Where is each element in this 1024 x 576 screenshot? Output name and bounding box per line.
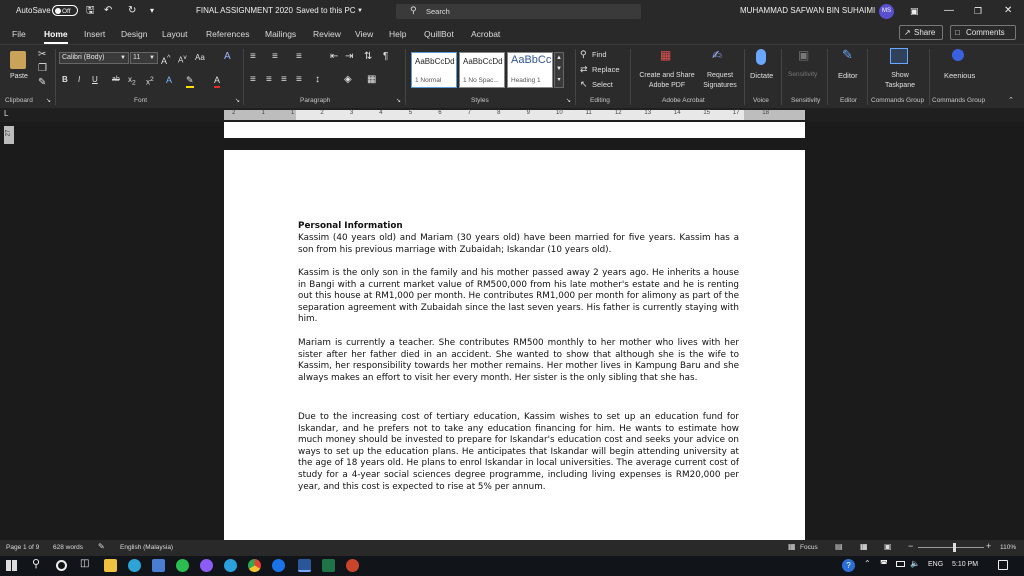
notifications-icon[interactable] <box>998 560 1008 570</box>
strikethrough-icon[interactable]: ab <box>112 76 120 83</box>
underline-icon[interactable]: U <box>92 75 98 84</box>
style-sample: AaBbCcDd <box>415 57 455 66</box>
excel-taskbar-icon[interactable] <box>322 559 335 572</box>
clear-formatting-icon[interactable]: A <box>224 51 231 62</box>
sensitivity-icon: ▣ <box>798 48 810 62</box>
tab-references[interactable]: References <box>206 29 250 39</box>
restore-icon[interactable]: ❐ <box>974 6 983 16</box>
ruler-margin-right <box>744 110 805 120</box>
style-normal[interactable] <box>411 52 457 88</box>
copy-icon[interactable]: ❐ <box>38 63 47 74</box>
ruler-tick-label: 12 <box>614 110 622 116</box>
minimize-icon[interactable]: — <box>944 5 954 16</box>
ruler-tick-label: 3 <box>349 110 354 116</box>
subscript-icon[interactable]: $x_2$ <box>128 75 136 87</box>
ruler-bar <box>0 108 1024 122</box>
cut-icon[interactable]: ✂ <box>38 49 47 60</box>
bold-icon[interactable]: B <box>62 75 68 84</box>
title-bar <box>0 0 1024 22</box>
comments-button[interactable] <box>950 25 1016 40</box>
tab-home[interactable]: Home <box>44 26 68 42</box>
style-name: 1 No Spac... <box>463 77 499 84</box>
tab-help[interactable]: Help <box>389 29 407 39</box>
group-label-editor: Editor <box>840 97 857 104</box>
chrome-profile-icon[interactable] <box>272 559 285 572</box>
chevron-down-icon: ▼ <box>120 55 126 61</box>
page-count[interactable]: Page 1 of 9 <box>6 544 40 551</box>
ruler-tick-label: 13 <box>644 110 652 116</box>
paragraph-launcher-icon[interactable]: ↘ <box>396 98 402 104</box>
ruler-tick-label: 14 <box>673 110 681 116</box>
clipboard-launcher-icon[interactable]: ↘ <box>46 98 52 104</box>
shrink-font-icon[interactable]: $A^v$ <box>178 54 187 65</box>
ruler-tick-label: 2 <box>320 110 324 116</box>
zoom-slider-thumb[interactable] <box>953 543 956 552</box>
group-label-commands-1: Commands Group <box>871 97 925 104</box>
paragraph-4: Due to the increasing cost of tertiary education, Kassim wishes to set up an education fund for Iskandar, and he prefers not to take any education financing for him. He wants to estimate how much money should be invested to prepare for Iskandar's education cost and seeks your advice on ways to set up the education plans. He anticipates that Iskandar will begin attending university at the age of 18 years old. He plans to enrol Iskandar in local universities. The average current cost of study for a 4-year social sciences degree programme, including living expenses is RM20,000 per year, and this cost is expected to rise at 5% per annum. <box>298 412 739 492</box>
style-heading-1[interactable] <box>507 52 553 88</box>
paste-button[interactable] <box>6 49 34 91</box>
highlight-color-icon[interactable]: ✎ <box>186 74 194 88</box>
edge-icon[interactable] <box>128 559 141 572</box>
align-center-icon[interactable]: ≡ <box>266 74 272 85</box>
chrome-icon[interactable] <box>248 559 261 572</box>
store-icon[interactable] <box>152 559 165 572</box>
taskbar <box>0 556 1024 576</box>
taskbar-search-icon[interactable]: ⚲ <box>32 558 41 570</box>
dictate-button[interactable]: Dictate <box>750 71 774 80</box>
group-label-adobe: Adobe Acrobat <box>662 97 705 104</box>
search-box[interactable] <box>396 4 641 19</box>
share-icon: ↗ <box>904 28 911 37</box>
tab-mailings[interactable]: Mailings <box>265 29 297 39</box>
word-taskbar-icon[interactable] <box>298 559 311 572</box>
vertical-ruler <box>4 126 14 144</box>
clock[interactable]: 5:10 PM <box>952 561 979 568</box>
language-status[interactable]: English (Malaysia) <box>120 544 174 551</box>
focus-icon[interactable]: ▦ <box>788 542 796 551</box>
redo-icon[interactable]: ↻ <box>128 5 137 16</box>
document-area <box>0 122 1024 540</box>
italic-icon[interactable]: I <box>78 75 81 84</box>
justify-icon[interactable]: ≡ <box>296 74 302 85</box>
find-label[interactable]: Find <box>592 50 607 59</box>
save-status-chevron-icon[interactable]: ▼ <box>357 8 363 14</box>
battery-icon[interactable] <box>896 561 905 567</box>
ruler-tick-label: 4 <box>379 110 383 116</box>
ruler-tick-label: 11 <box>585 110 592 116</box>
increase-indent-icon[interactable]: ⇥ <box>345 51 354 62</box>
style-sample: AaBbCcDd <box>463 57 503 66</box>
search-placeholder: Search <box>426 7 450 16</box>
comments-label: Comments <box>966 28 1005 37</box>
paragraph-1: Kassim (40 years old) and Mariam (30 years old) have been married for five years. Kassim has a son from his previous marriage with Zubaidah; Iskandar (10 years old). <box>298 233 739 255</box>
close-icon[interactable]: ✕ <box>1004 5 1013 16</box>
keenious-button[interactable]: Keenious <box>944 71 976 80</box>
group-label-commands-2: Commands Group <box>932 97 986 104</box>
text-effects-icon[interactable]: A <box>166 75 173 85</box>
tab-review[interactable]: Review <box>313 29 341 39</box>
ruler-tick-label: 8 <box>497 110 501 116</box>
group-label-editing: Editing <box>590 97 610 104</box>
whatsapp-icon[interactable] <box>176 559 189 572</box>
menu-bar <box>0 22 1024 44</box>
sensitivity-button[interactable]: Sensitivity <box>788 71 818 78</box>
vertical-ruler-label: 27 <box>5 129 12 137</box>
ribbon-display-options-icon[interactable]: ▣ <box>910 6 919 16</box>
paragraph-2: Kassim is the only son in the family and his mother passed away 2 years ago. He inherits a house in Bangi with a current market value of RM500,000 from his late mother's estate and he is renting out this house at RM1,000 per month. He contributes RM1,000 per month for alimony as part of the separation agreement with Zubaidah since the last seven years. His father is currently staying with him. <box>298 268 739 325</box>
paragraph-3: Mariam is currently a teacher. She contributes RM500 monthly to her mother who lives with her sister after her father died in an accident. She wanted to show that although she is the wife to Kassim, her responsibility towards her mother remains. Her mother lives in Kampung Baru and she always makes an effort to visit her every month. Her sister is the only sibling that she has. <box>298 338 739 383</box>
taskpane-icon <box>890 48 908 64</box>
file-explorer-icon[interactable] <box>104 559 117 572</box>
task-view-icon[interactable]: ◫ <box>80 558 90 569</box>
tab-acrobat[interactable]: Acrobat <box>471 29 501 39</box>
chevron-down-icon: ▼ <box>149 55 155 61</box>
print-layout-icon[interactable]: ▦ <box>860 542 868 551</box>
shading-icon[interactable]: ◈ <box>344 74 352 85</box>
paste-icon <box>10 51 26 69</box>
group-label-font: Font <box>134 97 148 104</box>
ruler-tick-label: 9 <box>526 110 530 116</box>
change-case-icon[interactable]: Aa <box>195 53 205 62</box>
style-name: 1 Normal <box>415 77 442 84</box>
autosave-label: AutoSave <box>16 6 51 15</box>
ruler-tick-label: 1 <box>290 110 295 116</box>
style-name: Heading 1 <box>511 77 541 84</box>
status-bar <box>0 540 1024 556</box>
show-formatting-icon[interactable]: ¶ <box>383 51 389 62</box>
input-language[interactable]: ENG <box>928 561 944 568</box>
microphone-icon <box>756 49 766 65</box>
line-spacing-icon[interactable]: ↕ <box>315 74 320 85</box>
tab-selector-icon[interactable]: L <box>4 109 9 118</box>
editor-button[interactable]: Editor <box>838 71 858 80</box>
zoom-level[interactable]: 110% <box>1000 544 1017 551</box>
paste-label: Paste <box>10 73 28 80</box>
avatar[interactable]: MS <box>879 4 894 19</box>
select-icon[interactable]: ↖ <box>580 79 588 89</box>
zoom-slider[interactable] <box>918 547 984 548</box>
word-count[interactable]: 628 words <box>53 544 83 551</box>
grow-font-icon[interactable]: A^ <box>161 53 171 66</box>
group-label-voice: Voice <box>753 97 769 104</box>
editor-icon: ✎ <box>842 47 853 62</box>
find-icon[interactable]: ⚲ <box>580 49 587 59</box>
tab-insert[interactable]: Insert <box>84 29 106 39</box>
keenious-icon <box>952 49 964 61</box>
tab-design[interactable]: Design <box>121 29 148 39</box>
align-left-icon[interactable]: ≡ <box>250 74 256 85</box>
network-icon[interactable]: ◚ <box>880 559 888 568</box>
search-icon: ⚲ <box>410 5 417 15</box>
ruler-tick-label: 2 <box>232 110 236 116</box>
show-taskpane-button[interactable]: Show Taskpane <box>885 72 915 89</box>
create-share-pdf-button[interactable]: Create and Share Adobe PDF <box>639 72 695 89</box>
create-pdf-icon: ▦ <box>660 48 672 62</box>
autosave-state: Off <box>62 8 71 15</box>
ruler-tick-label: 17 <box>732 110 740 116</box>
font-color-icon[interactable]: A <box>214 74 220 88</box>
decrease-indent-icon[interactable]: ⇤ <box>330 51 339 62</box>
share-button[interactable] <box>899 25 943 40</box>
style-no-spacing[interactable] <box>459 52 505 88</box>
tab-view[interactable]: View <box>355 29 374 39</box>
ruler-tick-label: 10 <box>556 110 563 116</box>
borders-icon[interactable]: ▦ <box>367 74 377 85</box>
collapse-ribbon-icon[interactable]: ⌃ <box>1008 97 1014 104</box>
replace-icon[interactable]: ⇄ <box>580 64 588 74</box>
font-size-select[interactable] <box>130 52 158 64</box>
ruler-tick-label: 18 <box>762 110 769 116</box>
styles-launcher-icon[interactable]: ↘ <box>566 98 572 104</box>
group-label-sensitivity: Sensitivity <box>791 97 821 104</box>
zoom-in-icon[interactable]: + <box>986 541 992 551</box>
powerpoint-taskbar-icon[interactable] <box>346 559 359 572</box>
customize-toolbar-icon[interactable]: ▾ <box>150 6 155 15</box>
request-signatures-button[interactable]: Request Signatures <box>703 72 737 89</box>
read-mode-icon[interactable]: ▤ <box>835 542 843 551</box>
font-name-value: Calibri (Body) <box>62 54 105 61</box>
save-icon[interactable]: 🖫 <box>86 5 95 16</box>
windows-start-icon[interactable] <box>6 560 17 571</box>
ruler-tick-label: 5 <box>408 110 413 116</box>
font-launcher-icon[interactable]: ↘ <box>235 98 241 104</box>
ribbon <box>0 44 1024 108</box>
tab-file[interactable]: File <box>12 29 26 39</box>
share-label: Share <box>914 28 936 37</box>
styles-gallery-more[interactable]: ▲ ▼ ▾ <box>554 52 564 88</box>
replace-label[interactable]: Replace <box>592 65 620 74</box>
proofing-icon[interactable]: ✎ <box>98 542 105 551</box>
group-label-styles: Styles <box>471 97 489 104</box>
multilevel-list-icon[interactable]: ≡ <box>296 51 302 62</box>
style-sample: AaBbCc <box>511 54 552 66</box>
previous-page-bottom <box>224 122 805 138</box>
tab-layout[interactable]: Layout <box>162 29 188 39</box>
save-status[interactable]: Saved to this PC <box>296 6 356 15</box>
undo-icon[interactable]: ↶ <box>104 5 113 16</box>
group-label-clipboard: Clipboard <box>5 97 33 104</box>
telegram-icon[interactable] <box>224 559 237 572</box>
superscript-icon[interactable]: $x^2$ <box>146 76 154 87</box>
user-name[interactable]: MUHAMMAD SAFWAN BIN SUHAIMI <box>740 6 876 15</box>
font-name-select[interactable] <box>59 52 129 64</box>
toggle-knob <box>55 8 61 14</box>
numbering-icon[interactable]: ≡ <box>272 51 278 62</box>
tray-expand-icon[interactable]: ⌃ <box>864 559 871 568</box>
ruler-tick-label: 15 <box>703 110 710 116</box>
cortana-icon[interactable] <box>56 560 67 571</box>
select-label[interactable]: Select <box>592 80 613 89</box>
format-painter-icon[interactable]: ✎ <box>38 77 47 88</box>
group-label-paragraph: Paragraph <box>300 97 331 104</box>
request-signatures-icon: ✍ <box>712 48 723 62</box>
help-icon[interactable]: ? <box>842 559 855 572</box>
horizontal-ruler[interactable] <box>224 110 805 120</box>
comment-icon: □ <box>955 28 960 37</box>
tab-quillbot[interactable]: QuillBot <box>424 29 454 39</box>
focus-label[interactable]: Focus <box>800 544 818 551</box>
volume-icon[interactable]: 🔈 <box>910 559 920 568</box>
document-title: FINAL ASSIGNMENT 2020 <box>196 6 293 15</box>
ruler-tick-label: 1 <box>261 110 265 116</box>
sort-icon[interactable]: ⇅ <box>364 51 373 62</box>
align-right-icon[interactable]: ≡ <box>281 74 287 85</box>
bullets-icon[interactable]: ≡ <box>250 51 256 62</box>
section-heading: Personal Information <box>298 221 403 231</box>
ruler-tick-label: 6 <box>438 110 442 116</box>
messenger-icon[interactable] <box>200 559 213 572</box>
autosave-toggle[interactable] <box>52 5 78 16</box>
web-layout-icon[interactable]: ▣ <box>884 542 892 551</box>
zoom-out-icon[interactable]: − <box>908 541 914 551</box>
font-size-value: 11 <box>133 54 141 61</box>
ruler-tick-label: 7 <box>467 110 471 116</box>
